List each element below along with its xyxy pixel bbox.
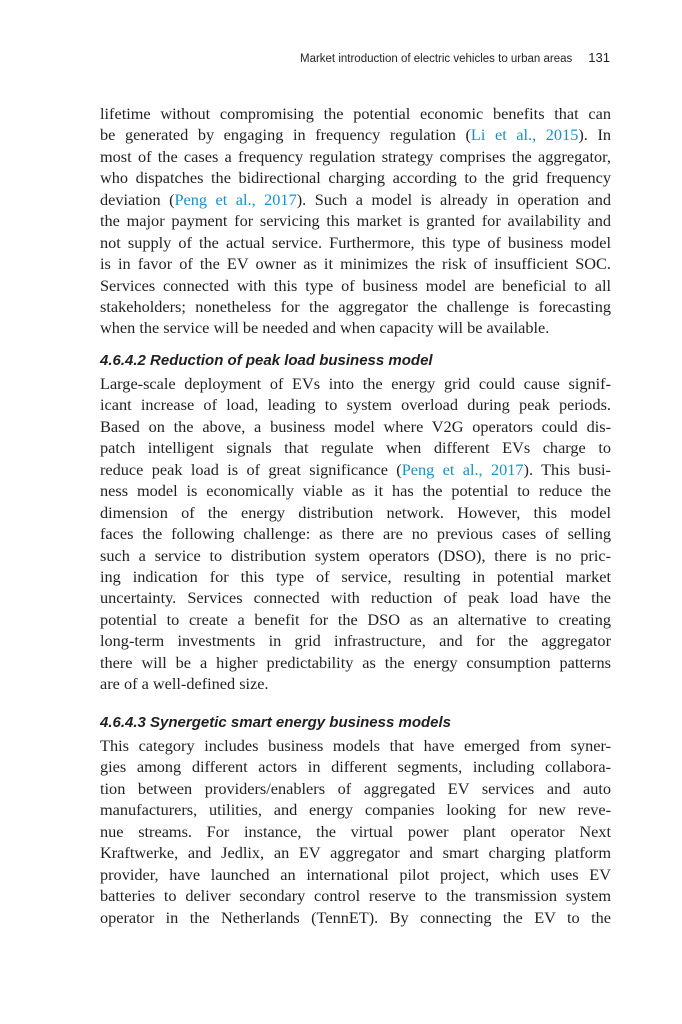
text-segment: be generated by engaging in frequency regulation ( — [100, 125, 471, 145]
section-heading-4-6-4-3: 4.6.4.3 Synergetic smart energy business models — [100, 714, 451, 731]
text-segment: batteries to deliver secondary control reserve to the transmission system — [100, 886, 611, 906]
text-line — [100, 907, 611, 928]
text-segment: uncertainty. Services connected with reduction of peak load have the — [100, 588, 611, 608]
text-segment: patch intelligent signals that regulate when different EVs charge to — [100, 438, 611, 458]
text-segment: the major payment for servicing this market is granted for availability and — [100, 211, 611, 231]
running-title: Market introduction of electric vehicles to urban areas — [299, 53, 573, 65]
text-line — [100, 630, 611, 651]
text-segment: is in favor of the EV owner as it minimizes the risk of insufficient SOC. — [100, 254, 611, 274]
text-line — [100, 416, 611, 437]
text-line — [100, 275, 611, 296]
text-segment: ). Such a model is already in operation and — [296, 189, 611, 209]
paragraph-peak-load — [100, 373, 611, 695]
text-segment: ). This busi- — [523, 459, 611, 479]
text-line — [100, 459, 611, 480]
text-line — [100, 885, 611, 906]
text-line — [100, 735, 611, 756]
text-segment: most of the cases a frequency regulation strategy comprises the aggregator, — [100, 146, 611, 166]
text-line — [100, 167, 611, 188]
text-segment: lifetime without compromising the potential economic benefits that can — [100, 104, 611, 123]
text-segment: ). In — [578, 125, 612, 145]
page-number: 131 — [588, 50, 610, 65]
text-line — [100, 124, 611, 145]
text-segment: ness model is economically viable as it has the potential to reduce the — [100, 481, 611, 501]
text-line — [100, 673, 611, 694]
text-line — [100, 146, 611, 167]
text-segment: such a service to distribution system operators (DSO), there is no pric- — [100, 545, 611, 565]
text-segment: Large-scale deployment of EVs into the energy grid could cause signif- — [100, 374, 611, 393]
text-segment: who dispatches the bidirectional charging according to the grid frequency — [100, 168, 611, 188]
text-segment: Kraftwerke, and Jedlix, an EV aggregator and smart charging platform — [100, 843, 611, 863]
text-line — [100, 842, 611, 863]
text-segment: long-term investments in grid infrastructure, and for the aggregator — [100, 631, 611, 651]
text-segment: reduce peak load is of great significance ( — [100, 459, 402, 479]
text-segment: when the service will be needed and when capacity will be available. — [100, 318, 550, 338]
text-line — [100, 821, 611, 842]
text-line — [100, 502, 611, 523]
text-segment: deviation ( — [100, 189, 175, 209]
text-segment: This category includes business models that have emerged from syner- — [100, 736, 611, 755]
text-segment: potential to create a benefit for the DSO as an alternative to creating — [100, 609, 611, 629]
text-segment: manufacturers, utilities, and energy companies looking for new reve- — [100, 800, 611, 820]
section-heading-4-6-4-2: 4.6.4.2 Reduction of peak load business model — [100, 352, 433, 369]
text-line — [100, 437, 611, 458]
paragraph-frequency-regulation — [100, 103, 611, 339]
text-line — [100, 799, 611, 820]
text-segment: dimension of the energy distribution network. However, this model — [100, 502, 611, 522]
text-segment: operator in the Netherlands (TennET). By connecting the EV to the — [100, 907, 611, 927]
text-segment: nue streams. For instance, the virtual power plant operator Next — [100, 821, 611, 841]
text-line — [100, 373, 611, 394]
text-segment: not supply of the actual service. Furthermore, this type of business model — [100, 232, 611, 252]
text-segment: tion between providers/enablers of aggregated EV services and auto — [100, 778, 611, 798]
text-line — [100, 566, 611, 587]
text-segment: stakeholders; nonetheless for the aggregator the challenge is forecasting — [100, 296, 611, 316]
text-line — [100, 523, 611, 544]
text-segment: icant increase of load, leading to system overload during peak periods. — [100, 395, 611, 415]
text-segment: Services connected with this type of business model are beneficial to all — [100, 275, 611, 295]
citation-link[interactable]: Li et al., 2015 — [470, 125, 579, 145]
citation-link[interactable]: Peng et al., 2017 — [174, 189, 297, 209]
text-segment: provider, have launched an international pilot project, which uses EV — [100, 864, 611, 884]
text-line — [100, 545, 611, 566]
text-segment: faces the following challenge: as there are no previous cases of selling — [100, 524, 611, 544]
text-line — [100, 864, 611, 885]
text-line — [100, 296, 611, 317]
text-line — [100, 756, 611, 777]
text-line — [100, 103, 611, 124]
text-line — [100, 232, 611, 253]
citation-link[interactable]: Peng et al., 2017 — [401, 459, 524, 479]
text-line — [100, 609, 611, 630]
text-line — [100, 652, 611, 673]
text-segment: there will be a higher predictability as the energy consumption patterns — [100, 652, 611, 672]
text-line — [100, 480, 611, 501]
text-segment: ing indication for this type of service, resulting in potential market — [100, 566, 611, 586]
text-line — [100, 778, 611, 799]
text-line — [100, 189, 611, 210]
paragraph-synergetic — [100, 735, 611, 928]
text-segment: gies among different actors in different segments, including collabora- — [100, 757, 611, 777]
text-segment: are of a well-defined size. — [100, 674, 269, 694]
text-line — [100, 253, 611, 274]
text-line — [100, 394, 611, 415]
text-line — [100, 317, 611, 338]
text-segment: Based on the above, a business model where V2G operators could dis- — [100, 416, 611, 436]
running-header — [300, 50, 610, 65]
text-line — [100, 587, 611, 608]
text-line — [100, 210, 611, 231]
